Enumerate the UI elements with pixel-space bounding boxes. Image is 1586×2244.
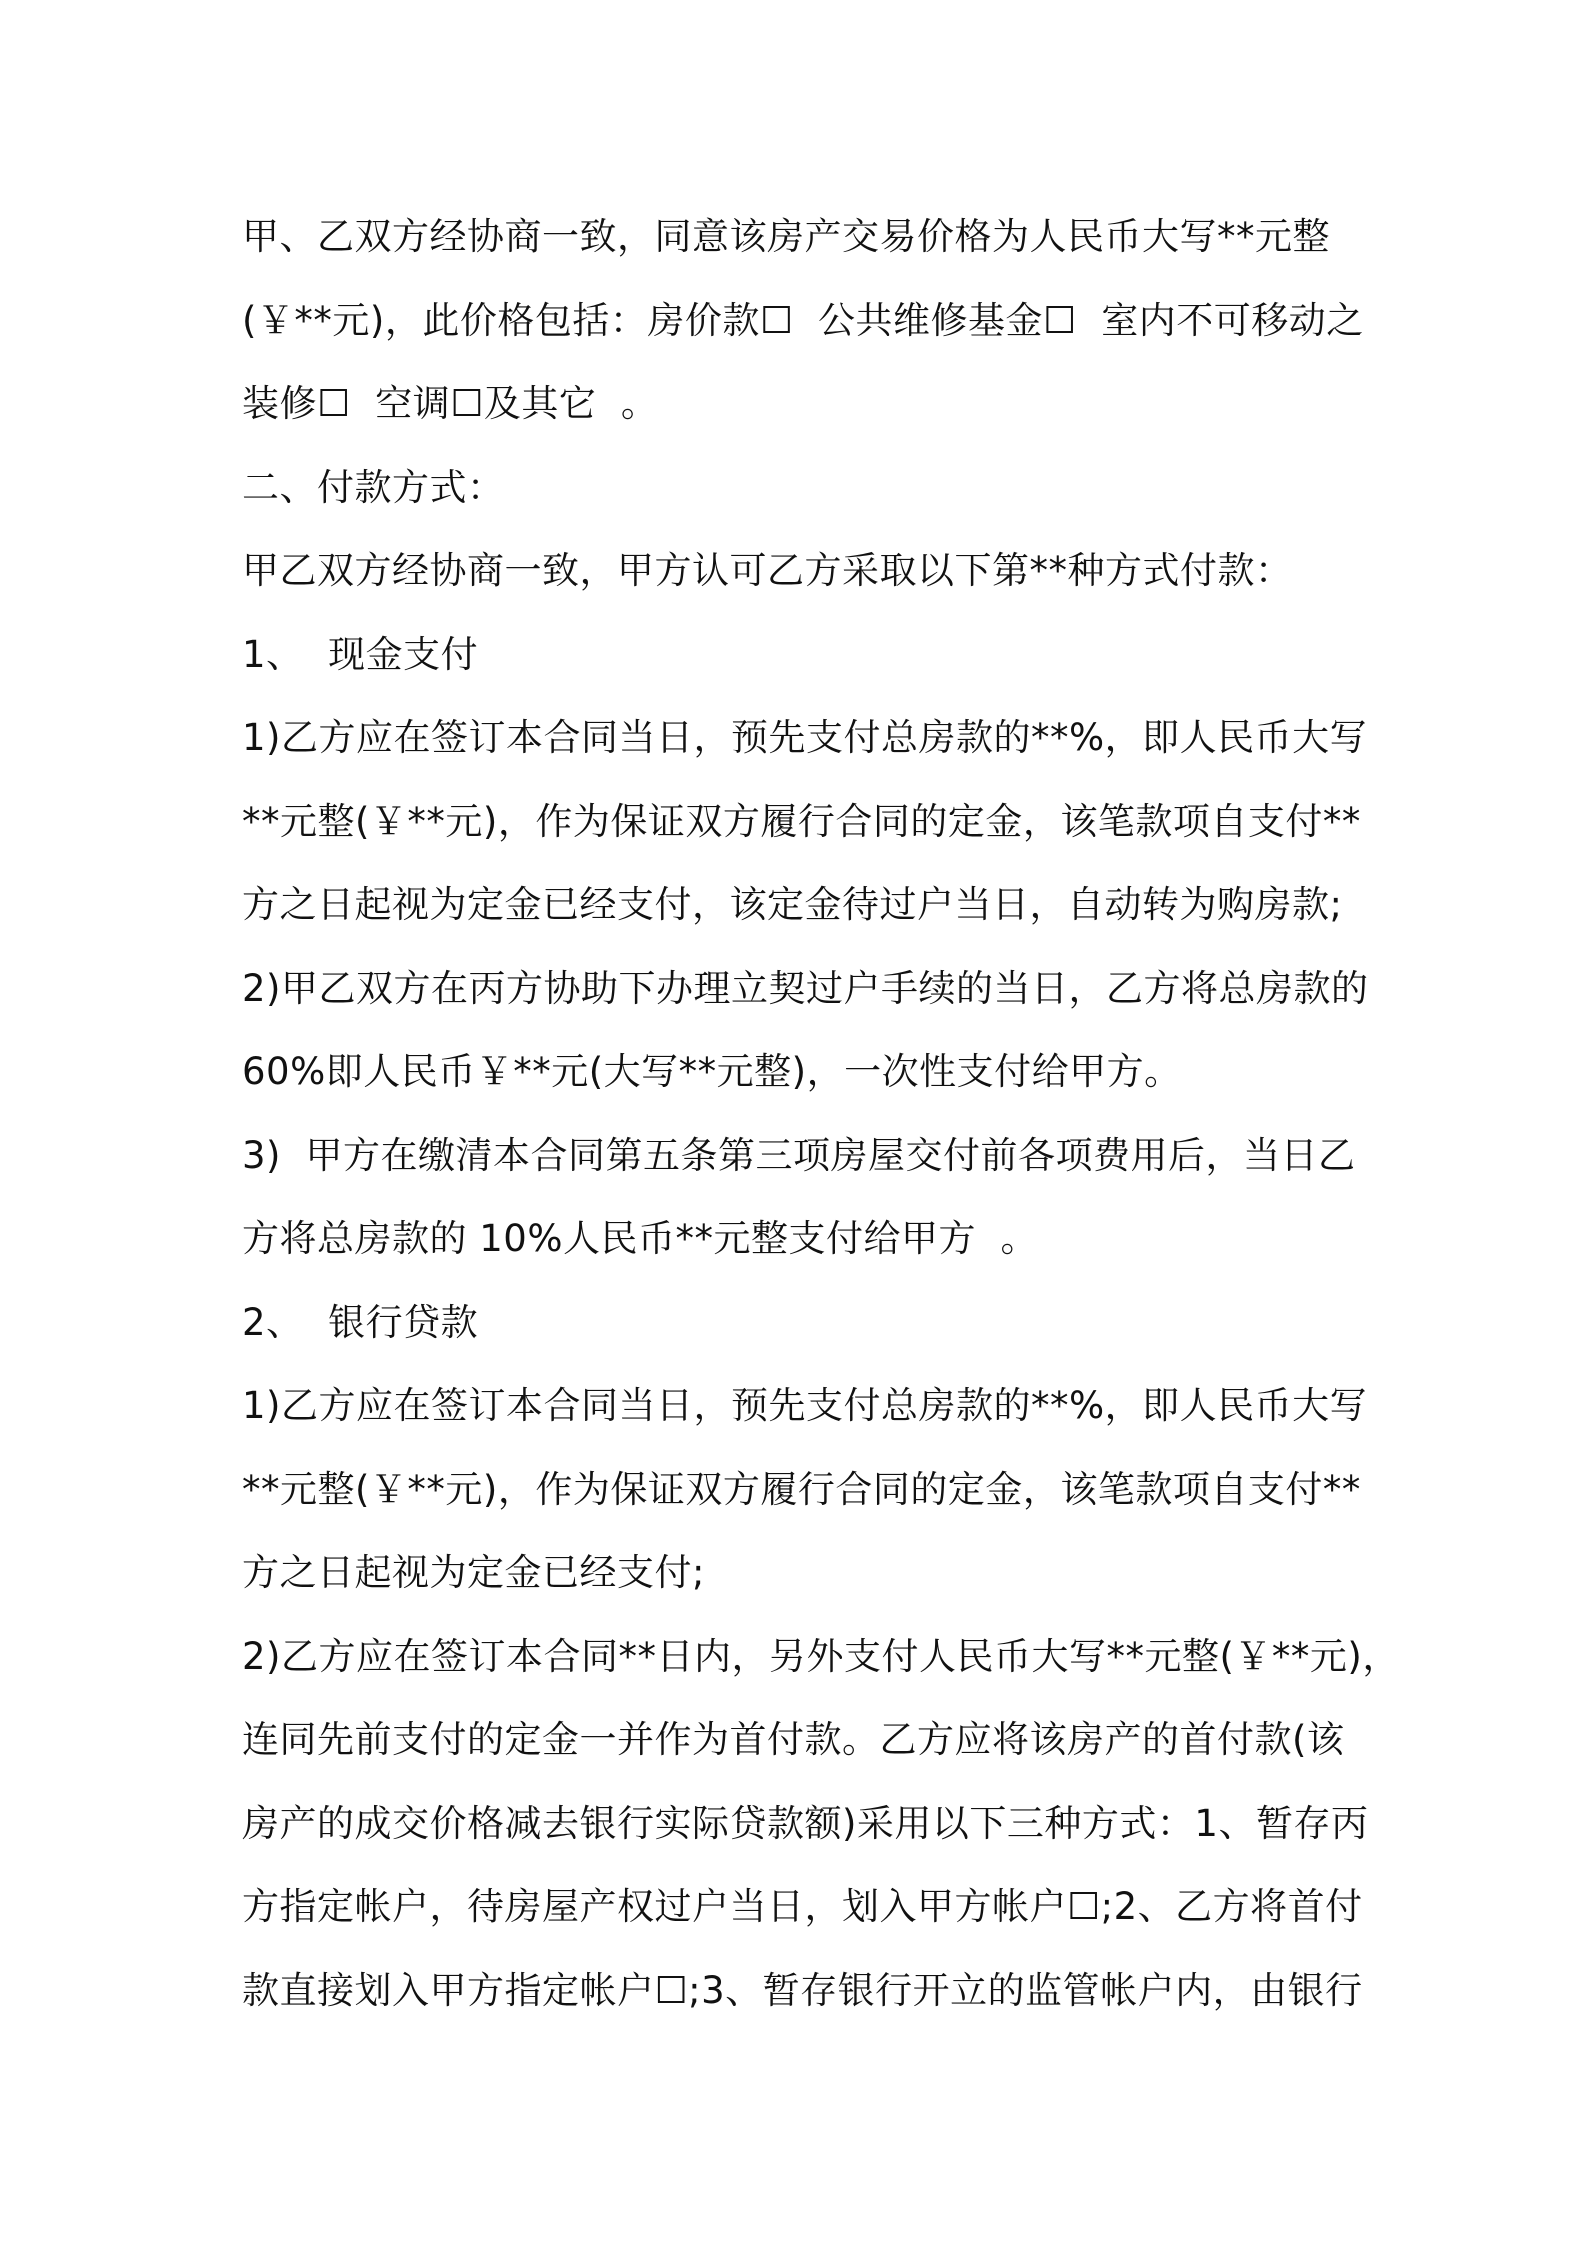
cash-clause-1-line-1: 1)乙方应在签订本合同当日，预先支付总房款的**%，即人民币大写 xyxy=(242,716,1368,759)
payment-method-intro: 甲乙双方经协商一致，甲方认可乙方采取以下第**种方式付款： xyxy=(242,549,1293,592)
price-agreement-line-1: 甲、乙双方经协商一致，同意该房产交易价格为人民币大写**元整 xyxy=(242,215,1330,258)
loan-clause-2-line-1: 2)乙方应在签订本合同**日内，另外支付人民币大写**元整(￥**元)， xyxy=(242,1634,1400,1678)
cash-clause-1-line-3: 方之日起视为定金已经支付，该定金待过户当日，自动转为购房款; xyxy=(242,883,1343,926)
cash-clause-3-line-1: 3) 甲方在缴清本合同第五条第三项房屋交付前各项费用后，当日乙 xyxy=(242,1133,1356,1177)
loan-clause-1-line-1: 1)乙方应在签订本合同当日，预先支付总房款的**%，即人民币大写 xyxy=(242,1384,1368,1427)
subheading-cash-payment: 1、 现金支付 xyxy=(242,632,479,676)
loan-clause-2-line-3: 房产的成交价格减去银行实际贷款额)采用以下三种方式：1、暂存丙 xyxy=(242,1801,1369,1845)
loan-clause-2-line-5: 款直接划入甲方指定帐户☐;3、暂存银行开立的监管帐户内，由银行 xyxy=(242,1968,1363,2012)
loan-clause-1-line-2: **元整(￥**元)，作为保证双方履行合同的定金，该笔款项自支付** xyxy=(242,1467,1361,1511)
cash-clause-3-line-2: 方将总房款的 10%人民币**元整支付给甲方 。 xyxy=(242,1217,1039,1260)
cash-clause-1-line-2: **元整(￥**元)，作为保证双方履行合同的定金，该笔款项自支付** xyxy=(242,799,1361,843)
subheading-bank-loan: 2、 银行贷款 xyxy=(242,1300,479,1344)
loan-clause-2-line-2: 连同先前支付的定金一并作为首付款。乙方应将该房产的首付款(该 xyxy=(242,1718,1345,1761)
section-heading-payment-method: 二、付款方式： xyxy=(242,465,505,509)
contract-page-body xyxy=(242,195,1400,2032)
cash-clause-2-line-1: 2)甲乙双方在丙方协助下办理立契过户手续的当日，乙方将总房款的 xyxy=(242,966,1369,1010)
cash-clause-2-line-2: 60%即人民币￥**元(大写**元整)，一次性支付给甲方。 xyxy=(242,1050,1182,1093)
price-agreement-line-2: (￥**元)，此价格包括：房价款☐ 公共维修基金☐ 室内不可移动之 xyxy=(242,298,1364,342)
loan-clause-2-line-4: 方指定帐户，待房屋产权过户当日，划入甲方帐户☐;2、乙方将首付 xyxy=(242,1885,1363,1928)
loan-clause-1-line-3: 方之日起视为定金已经支付; xyxy=(242,1551,705,1594)
price-agreement-line-3: 装修☐ 空调☐及其它 。 xyxy=(242,382,659,425)
